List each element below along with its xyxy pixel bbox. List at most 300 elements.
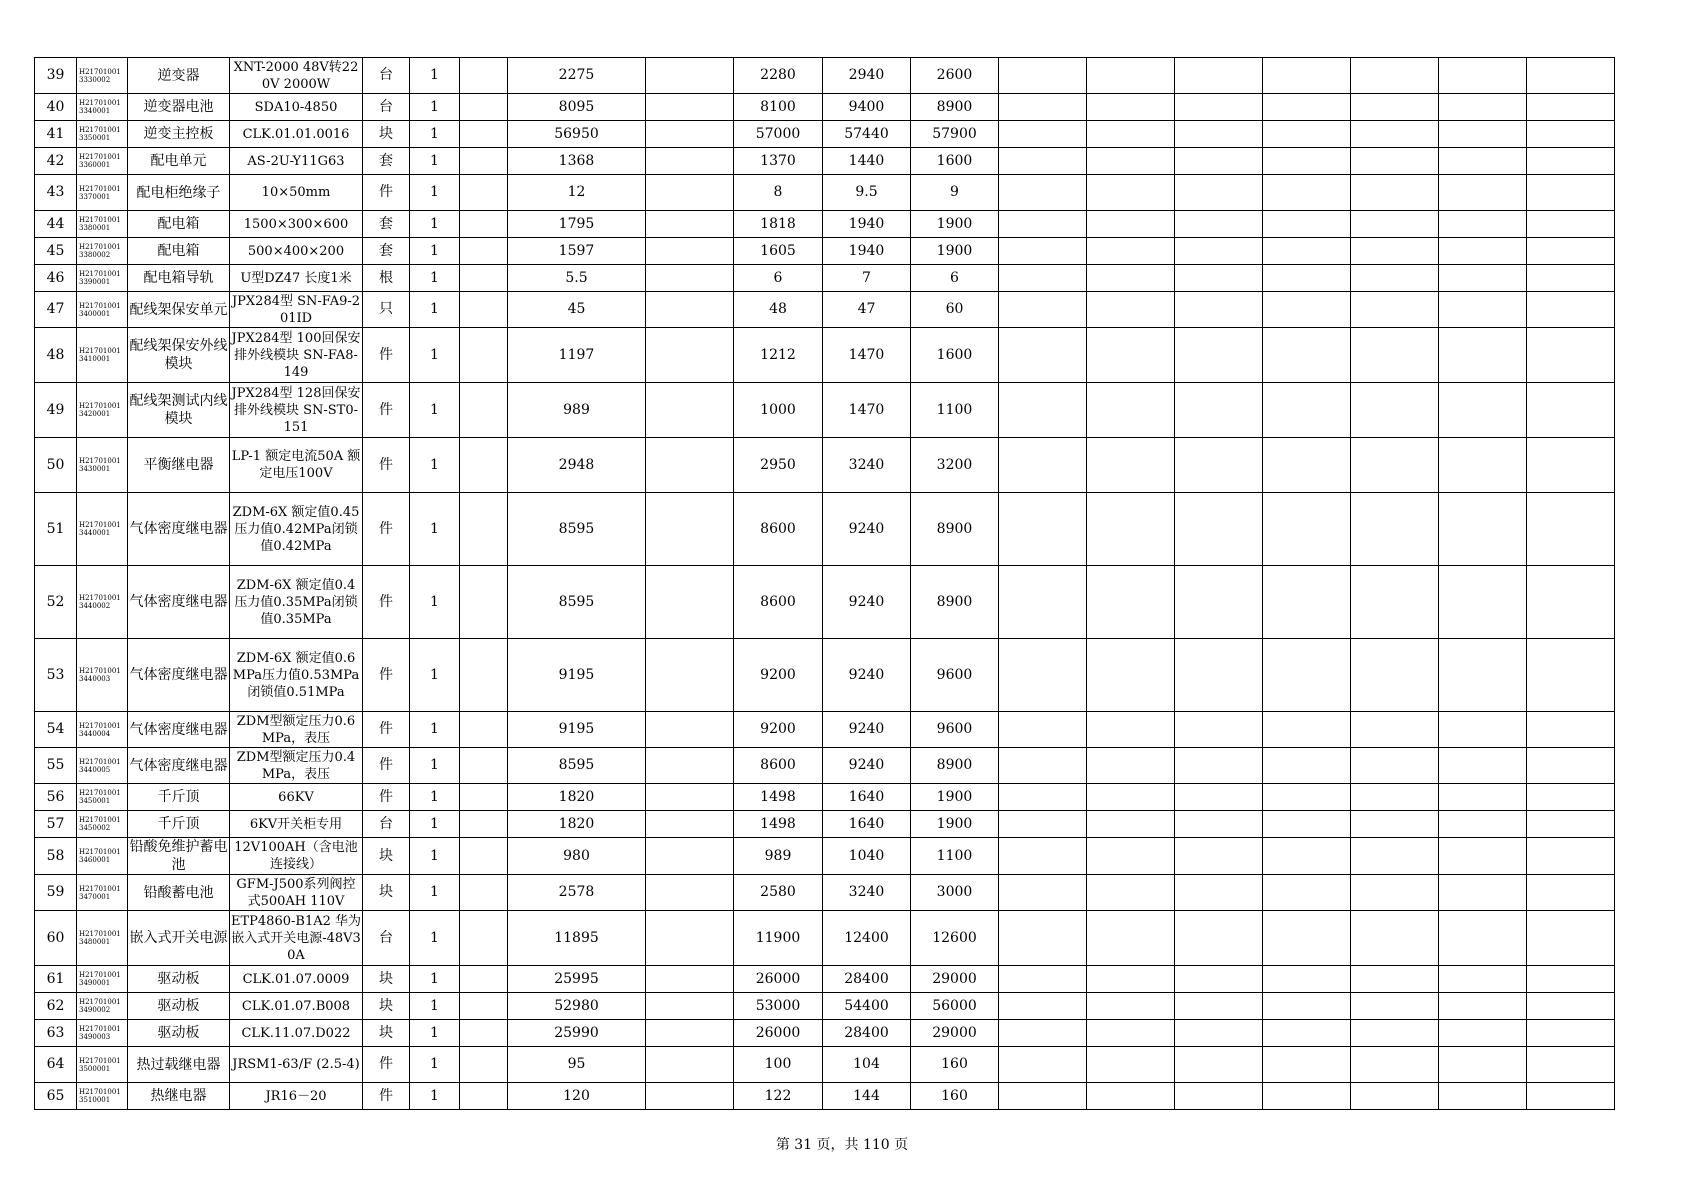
empty-cell <box>1263 94 1351 121</box>
empty-cell <box>1527 94 1615 121</box>
row-number-cell: 45 <box>35 238 77 265</box>
empty-cell <box>1087 328 1175 383</box>
empty-cell <box>460 493 508 566</box>
empty-cell <box>460 566 508 639</box>
unit-cell: 件 <box>363 383 410 438</box>
empty-cell <box>1527 639 1615 712</box>
empty-cell <box>1351 175 1439 211</box>
empty-cell <box>1527 1083 1615 1110</box>
price-4-cell: 160 <box>911 1083 999 1110</box>
empty-cell <box>1439 1020 1527 1047</box>
table-row <box>35 328 1615 383</box>
item-spec-cell: JPX284型 100回保安排外线模块 SN-FA8-149 <box>230 328 363 383</box>
empty-cell <box>1351 811 1439 838</box>
item-code-cell: H217010013350001 <box>77 121 128 148</box>
price-3-cell: 9400 <box>823 94 911 121</box>
table-row <box>35 292 1615 328</box>
empty-cell <box>999 58 1087 94</box>
empty-cell <box>1439 265 1527 292</box>
empty-cell <box>1175 712 1263 748</box>
price-1-cell: 1368 <box>508 148 646 175</box>
empty-cell <box>1439 748 1527 784</box>
empty-cell <box>460 875 508 911</box>
empty-cell <box>1439 966 1527 993</box>
empty-cell <box>1351 1047 1439 1083</box>
empty-cell <box>1087 175 1175 211</box>
empty-cell <box>1263 328 1351 383</box>
empty-cell <box>1527 784 1615 811</box>
empty-cell <box>999 875 1087 911</box>
price-4-cell: 160 <box>911 1047 999 1083</box>
price-3-cell: 9240 <box>823 493 911 566</box>
price-4-cell: 1100 <box>911 383 999 438</box>
empty-cell <box>646 211 734 238</box>
empty-cell <box>999 265 1087 292</box>
item-name-cell: 配线架测试内线模块 <box>128 383 230 438</box>
empty-cell <box>1087 493 1175 566</box>
price-1-cell: 9195 <box>508 639 646 712</box>
item-name-cell: 驱动板 <box>128 993 230 1020</box>
price-3-cell: 3240 <box>823 438 911 493</box>
item-name-cell: 气体密度继电器 <box>128 712 230 748</box>
row-number-cell: 60 <box>35 911 77 966</box>
price-3-cell: 1940 <box>823 211 911 238</box>
quantity-cell: 1 <box>410 911 460 966</box>
price-3-cell: 144 <box>823 1083 911 1110</box>
price-2-cell: 57000 <box>734 121 823 148</box>
price-3-cell: 7 <box>823 265 911 292</box>
empty-cell <box>1263 712 1351 748</box>
price-2-cell: 26000 <box>734 966 823 993</box>
table-row <box>35 238 1615 265</box>
table-row <box>35 438 1615 493</box>
price-2-cell: 48 <box>734 292 823 328</box>
empty-cell <box>646 875 734 911</box>
item-spec-cell: ZDM型额定压力0.6MPa，表压 <box>230 712 363 748</box>
row-number-cell: 61 <box>35 966 77 993</box>
table-row <box>35 993 1615 1020</box>
empty-cell <box>999 121 1087 148</box>
item-name-cell: 配线架保安外线模块 <box>128 328 230 383</box>
price-4-cell: 29000 <box>911 966 999 993</box>
empty-cell <box>1351 748 1439 784</box>
empty-cell <box>999 211 1087 238</box>
item-code-cell: H217010013400001 <box>77 292 128 328</box>
item-name-cell: 配电箱 <box>128 211 230 238</box>
quantity-cell: 1 <box>410 438 460 493</box>
item-name-cell: 铅酸蓄电池 <box>128 875 230 911</box>
item-spec-cell: ZDM型额定压力0.4MPa，表压 <box>230 748 363 784</box>
empty-cell <box>460 993 508 1020</box>
empty-cell <box>646 148 734 175</box>
row-number-cell: 58 <box>35 838 77 875</box>
item-spec-cell: 10×50mm <box>230 175 363 211</box>
empty-cell <box>1087 383 1175 438</box>
empty-cell <box>1087 911 1175 966</box>
row-number-cell: 39 <box>35 58 77 94</box>
empty-cell <box>460 175 508 211</box>
item-name-cell: 千斤顶 <box>128 784 230 811</box>
quantity-cell: 1 <box>410 58 460 94</box>
empty-cell <box>1527 811 1615 838</box>
empty-cell <box>1439 58 1527 94</box>
price-4-cell: 9 <box>911 175 999 211</box>
table-row <box>35 265 1615 292</box>
empty-cell <box>1351 993 1439 1020</box>
item-name-cell: 气体密度继电器 <box>128 748 230 784</box>
item-name-cell: 平衡继电器 <box>128 438 230 493</box>
empty-cell <box>646 121 734 148</box>
item-spec-cell: 500×400×200 <box>230 238 363 265</box>
empty-cell <box>1175 383 1263 438</box>
empty-cell <box>999 438 1087 493</box>
price-2-cell: 53000 <box>734 993 823 1020</box>
price-4-cell: 8900 <box>911 566 999 639</box>
unit-cell: 块 <box>363 875 410 911</box>
row-number-cell: 65 <box>35 1083 77 1110</box>
row-number-cell: 57 <box>35 811 77 838</box>
price-1-cell: 1795 <box>508 211 646 238</box>
empty-cell <box>1351 911 1439 966</box>
quantity-cell: 1 <box>410 966 460 993</box>
empty-cell <box>1439 911 1527 966</box>
unit-cell: 件 <box>363 1083 410 1110</box>
table-row <box>35 1020 1615 1047</box>
empty-cell <box>1527 875 1615 911</box>
empty-cell <box>1087 238 1175 265</box>
price-2-cell: 1370 <box>734 148 823 175</box>
empty-cell <box>1527 748 1615 784</box>
empty-cell <box>1439 493 1527 566</box>
price-3-cell: 9240 <box>823 639 911 712</box>
empty-cell <box>999 566 1087 639</box>
row-number-cell: 49 <box>35 383 77 438</box>
empty-cell <box>999 712 1087 748</box>
table-row <box>35 1083 1615 1110</box>
empty-cell <box>1087 121 1175 148</box>
empty-cell <box>999 1047 1087 1083</box>
unit-cell: 套 <box>363 211 410 238</box>
empty-cell <box>646 94 734 121</box>
item-code-cell: H217010013490002 <box>77 993 128 1020</box>
price-3-cell: 12400 <box>823 911 911 966</box>
empty-cell <box>1351 438 1439 493</box>
empty-cell <box>460 639 508 712</box>
row-number-cell: 54 <box>35 712 77 748</box>
empty-cell <box>1087 1047 1175 1083</box>
unit-cell: 块 <box>363 966 410 993</box>
price-1-cell: 2275 <box>508 58 646 94</box>
empty-cell <box>1175 292 1263 328</box>
empty-cell <box>1263 1047 1351 1083</box>
empty-cell <box>460 292 508 328</box>
empty-cell <box>1175 1083 1263 1110</box>
empty-cell <box>1175 211 1263 238</box>
item-code-cell: H217010013470001 <box>77 875 128 911</box>
item-code-cell: H217010013410001 <box>77 328 128 383</box>
empty-cell <box>646 175 734 211</box>
item-code-cell: H217010013500001 <box>77 1047 128 1083</box>
empty-cell <box>1527 712 1615 748</box>
price-2-cell: 1498 <box>734 811 823 838</box>
price-4-cell: 3000 <box>911 875 999 911</box>
price-2-cell: 9200 <box>734 712 823 748</box>
quantity-cell: 1 <box>410 875 460 911</box>
empty-cell <box>1439 875 1527 911</box>
price-3-cell: 9240 <box>823 566 911 639</box>
table-row <box>35 1047 1615 1083</box>
item-code-cell: H217010013480001 <box>77 911 128 966</box>
empty-cell <box>460 211 508 238</box>
empty-cell <box>646 1047 734 1083</box>
empty-cell <box>1527 383 1615 438</box>
quantity-cell: 1 <box>410 838 460 875</box>
empty-cell <box>999 292 1087 328</box>
row-number-cell: 51 <box>35 493 77 566</box>
row-number-cell: 55 <box>35 748 77 784</box>
price-4-cell: 1900 <box>911 211 999 238</box>
price-3-cell: 3240 <box>823 875 911 911</box>
price-3-cell: 1470 <box>823 328 911 383</box>
item-spec-cell: 66KV <box>230 784 363 811</box>
empty-cell <box>1527 838 1615 875</box>
table-row <box>35 493 1615 566</box>
item-code-cell: H217010013380002 <box>77 238 128 265</box>
empty-cell <box>1175 1020 1263 1047</box>
price-3-cell: 104 <box>823 1047 911 1083</box>
empty-cell <box>1175 438 1263 493</box>
empty-cell <box>999 238 1087 265</box>
item-code-cell: H217010013360001 <box>77 148 128 175</box>
empty-cell <box>1351 1020 1439 1047</box>
price-1-cell: 1597 <box>508 238 646 265</box>
empty-cell <box>1351 639 1439 712</box>
empty-cell <box>1263 1020 1351 1047</box>
empty-cell <box>460 121 508 148</box>
empty-cell <box>1351 875 1439 911</box>
item-code-cell: H217010013370001 <box>77 175 128 211</box>
row-number-cell: 50 <box>35 438 77 493</box>
empty-cell <box>1175 639 1263 712</box>
row-number-cell: 48 <box>35 328 77 383</box>
empty-cell <box>646 639 734 712</box>
empty-cell <box>460 838 508 875</box>
empty-cell <box>1087 1020 1175 1047</box>
table-row <box>35 148 1615 175</box>
empty-cell <box>1175 148 1263 175</box>
price-2-cell: 1498 <box>734 784 823 811</box>
item-code-cell: H217010013440004 <box>77 712 128 748</box>
empty-cell <box>1527 911 1615 966</box>
price-2-cell: 6 <box>734 265 823 292</box>
empty-cell <box>1351 566 1439 639</box>
empty-cell <box>1175 58 1263 94</box>
empty-cell <box>1175 493 1263 566</box>
item-name-cell: 逆变器电池 <box>128 94 230 121</box>
empty-cell <box>1087 148 1175 175</box>
item-code-cell: H217010013460001 <box>77 838 128 875</box>
empty-cell <box>1527 121 1615 148</box>
price-4-cell: 12600 <box>911 911 999 966</box>
unit-cell: 件 <box>363 566 410 639</box>
quantity-cell: 1 <box>410 121 460 148</box>
item-spec-cell: JRSM1-63/F (2.5-4) <box>230 1047 363 1083</box>
price-3-cell: 1640 <box>823 811 911 838</box>
empty-cell <box>999 1020 1087 1047</box>
price-3-cell: 1940 <box>823 238 911 265</box>
item-spec-cell: LP-1 额定电流50A 额定电压100V <box>230 438 363 493</box>
empty-cell <box>999 148 1087 175</box>
empty-cell <box>1087 639 1175 712</box>
unit-cell: 件 <box>363 639 410 712</box>
empty-cell <box>999 784 1087 811</box>
empty-cell <box>1263 238 1351 265</box>
item-name-cell: 配电箱导轨 <box>128 265 230 292</box>
empty-cell <box>1439 639 1527 712</box>
price-2-cell: 26000 <box>734 1020 823 1047</box>
price-3-cell: 28400 <box>823 966 911 993</box>
price-1-cell: 2578 <box>508 875 646 911</box>
empty-cell <box>1087 712 1175 748</box>
table-row <box>35 639 1615 712</box>
page-footer: 第 31 页，共 110 页 <box>775 1137 909 1153</box>
empty-cell <box>1439 383 1527 438</box>
price-4-cell: 8900 <box>911 94 999 121</box>
empty-cell <box>1175 94 1263 121</box>
empty-cell <box>1087 265 1175 292</box>
price-1-cell: 2948 <box>508 438 646 493</box>
empty-cell <box>1175 121 1263 148</box>
item-name-cell: 气体密度继电器 <box>128 493 230 566</box>
price-2-cell: 1000 <box>734 383 823 438</box>
unit-cell: 件 <box>363 175 410 211</box>
quantity-cell: 1 <box>410 1020 460 1047</box>
empty-cell <box>999 94 1087 121</box>
quantity-cell: 1 <box>410 383 460 438</box>
price-4-cell: 6 <box>911 265 999 292</box>
item-code-cell: H217010013390001 <box>77 265 128 292</box>
table-row <box>35 875 1615 911</box>
empty-cell <box>1087 94 1175 121</box>
row-number-cell: 52 <box>35 566 77 639</box>
empty-cell <box>1351 784 1439 811</box>
row-number-cell: 63 <box>35 1020 77 1047</box>
quantity-cell: 1 <box>410 292 460 328</box>
quantity-cell: 1 <box>410 811 460 838</box>
empty-cell <box>646 838 734 875</box>
price-4-cell: 1600 <box>911 328 999 383</box>
row-number-cell: 62 <box>35 993 77 1020</box>
item-spec-cell: CLK.11.07.D022 <box>230 1020 363 1047</box>
empty-cell <box>1263 148 1351 175</box>
table-row <box>35 911 1615 966</box>
item-name-cell: 热继电器 <box>128 1083 230 1110</box>
empty-cell <box>999 966 1087 993</box>
item-code-cell: H217010013430001 <box>77 438 128 493</box>
item-spec-cell: JPX284型 128回保安排外线模块 SN-ST0-151 <box>230 383 363 438</box>
empty-cell <box>1175 838 1263 875</box>
table-row <box>35 94 1615 121</box>
empty-cell <box>646 438 734 493</box>
row-number-cell: 41 <box>35 121 77 148</box>
empty-cell <box>646 566 734 639</box>
empty-cell <box>1351 121 1439 148</box>
price-1-cell: 989 <box>508 383 646 438</box>
empty-cell <box>1087 438 1175 493</box>
empty-cell <box>646 328 734 383</box>
empty-cell <box>460 1083 508 1110</box>
empty-cell <box>1439 438 1527 493</box>
empty-cell <box>1175 748 1263 784</box>
row-number-cell: 43 <box>35 175 77 211</box>
price-1-cell: 95 <box>508 1047 646 1083</box>
item-code-cell: H217010013380001 <box>77 211 128 238</box>
empty-cell <box>646 911 734 966</box>
item-code-cell: H217010013490001 <box>77 966 128 993</box>
empty-cell <box>999 328 1087 383</box>
item-name-cell: 气体密度继电器 <box>128 566 230 639</box>
empty-cell <box>1527 566 1615 639</box>
price-1-cell: 1820 <box>508 811 646 838</box>
empty-cell <box>1263 993 1351 1020</box>
row-number-cell: 42 <box>35 148 77 175</box>
empty-cell <box>460 265 508 292</box>
empty-cell <box>646 493 734 566</box>
empty-cell <box>1351 58 1439 94</box>
price-2-cell: 122 <box>734 1083 823 1110</box>
item-code-cell: H217010013440001 <box>77 493 128 566</box>
item-name-cell: 嵌入式开关电源 <box>128 911 230 966</box>
unit-cell: 件 <box>363 712 410 748</box>
price-1-cell: 25995 <box>508 966 646 993</box>
unit-cell: 件 <box>363 748 410 784</box>
empty-cell <box>1439 811 1527 838</box>
empty-cell <box>460 238 508 265</box>
row-number-cell: 64 <box>35 1047 77 1083</box>
price-4-cell: 8900 <box>911 493 999 566</box>
empty-cell <box>1263 493 1351 566</box>
empty-cell <box>1087 748 1175 784</box>
empty-cell <box>1351 238 1439 265</box>
empty-cell <box>1175 993 1263 1020</box>
item-spec-cell: SDA10-4850 <box>230 94 363 121</box>
empty-cell <box>1439 838 1527 875</box>
empty-cell <box>1527 966 1615 993</box>
table-row <box>35 175 1615 211</box>
empty-cell <box>1175 265 1263 292</box>
unit-cell: 件 <box>363 1047 410 1083</box>
quantity-cell: 1 <box>410 993 460 1020</box>
table-row <box>35 211 1615 238</box>
empty-cell <box>646 993 734 1020</box>
empty-cell <box>1439 175 1527 211</box>
empty-cell <box>1087 875 1175 911</box>
price-2-cell: 100 <box>734 1047 823 1083</box>
unit-cell: 块 <box>363 1020 410 1047</box>
price-4-cell: 8900 <box>911 748 999 784</box>
empty-cell <box>646 1083 734 1110</box>
price-3-cell: 1470 <box>823 383 911 438</box>
item-name-cell: 配电柜绝缘子 <box>128 175 230 211</box>
empty-cell <box>460 1020 508 1047</box>
price-1-cell: 8595 <box>508 493 646 566</box>
price-2-cell: 1605 <box>734 238 823 265</box>
unit-cell: 只 <box>363 292 410 328</box>
empty-cell <box>1175 811 1263 838</box>
item-spec-cell: XNT-2000 48V转220V 2000W <box>230 58 363 94</box>
empty-cell <box>1263 292 1351 328</box>
table-row <box>35 58 1615 94</box>
